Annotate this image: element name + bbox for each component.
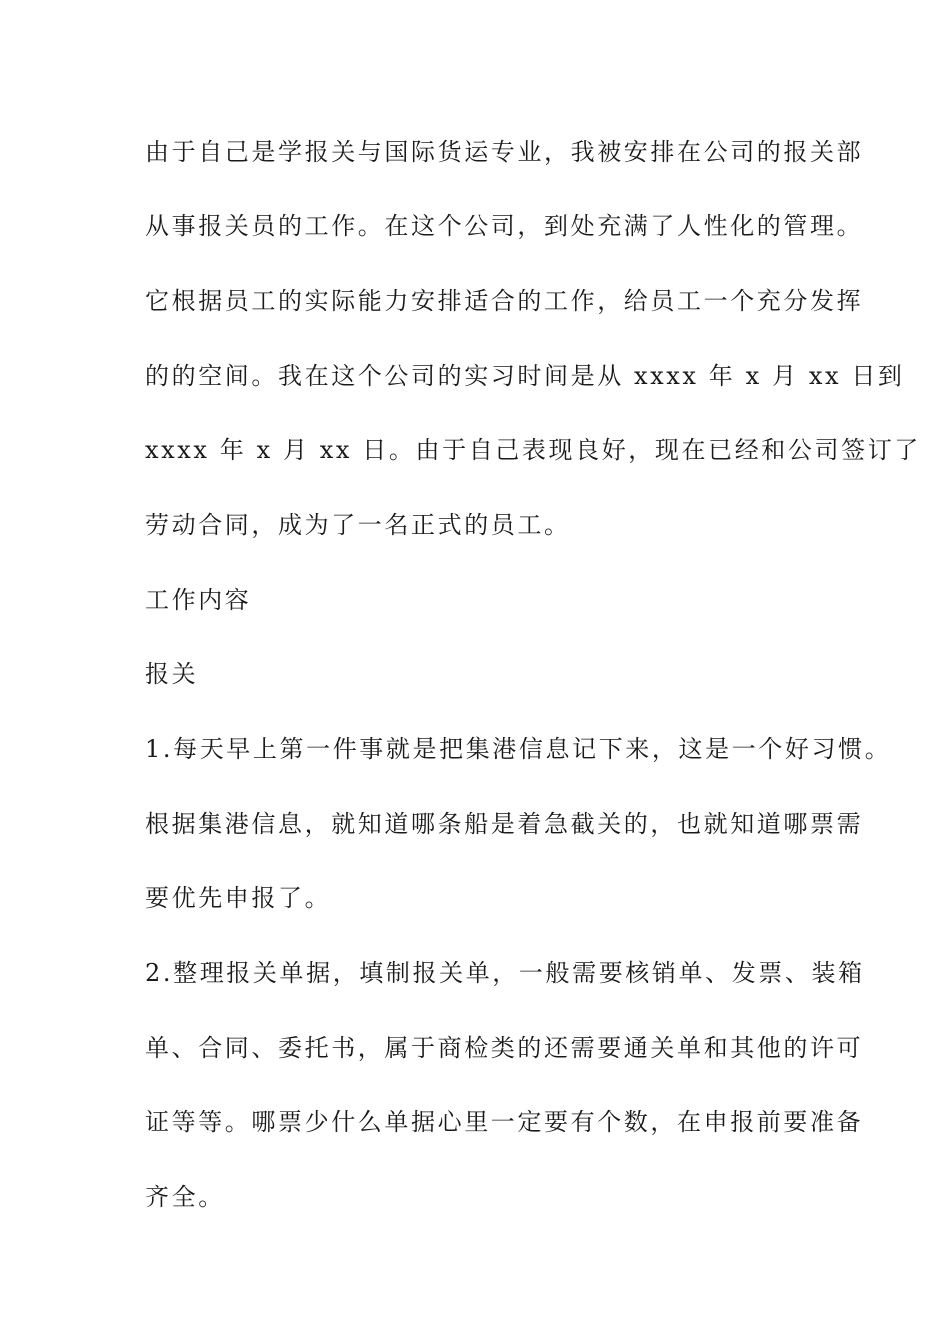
list-item-line: 证等等。哪票少什么单据心里一定要有个数，在申报前要准备 [145,1108,864,1136]
section-heading: 工作内容 [145,586,252,614]
list-item-line: 要优先申报了。 [145,884,332,912]
paragraph-line: 它根据员工的实际能力安排适合的工作，给员工一个充分发挥 [145,287,864,315]
paragraph-line: 由于自己是学报关与国际货运专业，我被安排在公司的报关部 [145,138,864,166]
paragraph-line: 劳动合同，成为了一名正式的员工。 [145,511,571,539]
paragraph-line: 的的空间。我在这个公司的实习时间是从 xxxx 年 x 月 xx 日到 [145,362,905,390]
list-item-line: 单、合同、委托书，属于商检类的还需要通关单和其他的许可 [145,1034,864,1062]
list-item-line: 根据集港信息，就知道哪条船是着急截关的，也就知道哪票需 [145,810,864,838]
list-item-line: 1.每天早上第一件事就是把集港信息记下来，这是一个好习惯。 [145,735,892,763]
paragraph-line: 从事报关员的工作。在这个公司，到处充满了人性化的管理。 [145,212,864,240]
list-item-line: 2.整理报关单据，填制报关单，一般需要核销单、发票、装箱 [145,959,865,987]
list-item-line: 齐全。 [145,1183,225,1211]
subsection-heading: 报关 [145,660,199,688]
paragraph-line: xxxx 年 x 月 xx 日。由于自己表现良好，现在已经和公司签订了 [145,436,921,464]
